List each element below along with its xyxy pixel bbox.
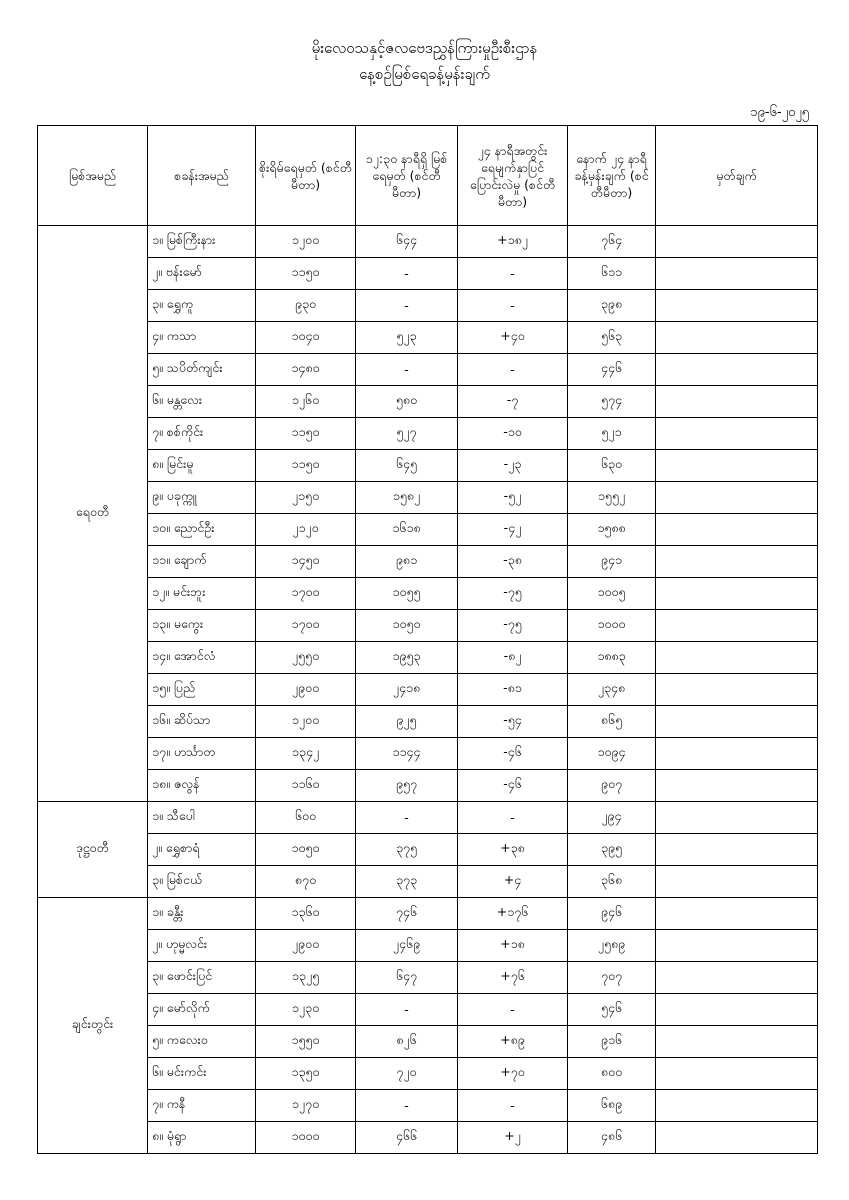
forecast-cell: ၁၅၅၂ [568, 482, 656, 514]
column-header-danger-level: စိုးရိမ်ရေမှတ် (စင်တီမီတာ) [256, 126, 356, 226]
danger-level-cell: ၉၃၀ [256, 290, 356, 322]
current-level-cell: ၄၆၆ [356, 1122, 458, 1154]
remarks-cell [656, 482, 818, 514]
report-date: ၁၉-၆-၂၀၂၅ [750, 105, 809, 120]
current-level-cell: ၅၂၇ [356, 418, 458, 450]
current-level-cell: ၁၀၅၅ [356, 578, 458, 610]
current-level-cell: ၁၀၅၀ [356, 610, 458, 642]
table-row [38, 1090, 818, 1122]
table-row [38, 898, 818, 930]
danger-level-cell: ၁၂၇၀ [256, 1090, 356, 1122]
table-row [38, 546, 818, 578]
danger-level-cell: ၁၁၅၀ [256, 258, 356, 290]
level-change-cell: -၅၄ [458, 706, 568, 738]
danger-level-cell: ၁၇၀၀ [256, 610, 356, 642]
forecast-cell: ၅၇၄ [568, 386, 656, 418]
station-cell: ၃။ ရွှေကူ [148, 290, 256, 322]
level-change-cell: - [458, 994, 568, 1026]
river-name-cell: ချင်းတွင်း [38, 898, 148, 1154]
remarks-cell [656, 962, 818, 994]
level-change-cell: -၇၅ [458, 610, 568, 642]
river-level-table [37, 125, 818, 1154]
table-row [38, 1058, 818, 1090]
forecast-cell: ၉၄၁ [568, 546, 656, 578]
station-cell: ၈။ မုံရွာ [148, 1122, 256, 1154]
table-body [38, 226, 818, 1154]
level-change-cell: -၃၈ [458, 546, 568, 578]
forecast-cell: ၃၆၈ [568, 866, 656, 898]
table-row [38, 834, 818, 866]
current-level-cell: ၆၄၅ [356, 450, 458, 482]
station-cell: ၇။ ကနီ [148, 1090, 256, 1122]
level-change-cell: +၄ [458, 866, 568, 898]
station-cell: ၁၂။ မင်းဘူး [148, 578, 256, 610]
level-change-cell: +၃၈ [458, 834, 568, 866]
station-cell: ၈။ မြင်းမူ [148, 450, 256, 482]
forecast-cell: ၂၉၄ [568, 802, 656, 834]
table-row [38, 290, 818, 322]
remarks-cell [656, 514, 818, 546]
current-level-cell: ၅၂၃ [356, 322, 458, 354]
station-cell: ၁၁။ ချောက် [148, 546, 256, 578]
document-title: မိုးလေဝသနှင့်ဇလဗေဒညွှန်ကြားမှုဦးစီးဌာန [311, 39, 538, 57]
current-level-cell: - [356, 802, 458, 834]
danger-level-cell: ၁၄၅၀ [256, 546, 356, 578]
station-cell: ၁။ ခန္တီး [148, 898, 256, 930]
current-level-cell: ၁၁၄၄ [356, 738, 458, 770]
forecast-cell: ၁၈၈၃ [568, 642, 656, 674]
table-row [38, 930, 818, 962]
level-change-cell: -၄၂ [458, 514, 568, 546]
danger-level-cell: ၁၇၀၀ [256, 578, 356, 610]
remarks-cell [656, 354, 818, 386]
station-cell: ၂။ ရွှေစာရံ [148, 834, 256, 866]
current-level-cell: - [356, 354, 458, 386]
remarks-cell [656, 290, 818, 322]
danger-level-cell: ၁၁၅၀ [256, 418, 356, 450]
column-header-remarks: မှတ်ချက် [656, 126, 818, 226]
table-row [38, 770, 818, 802]
forecast-cell: ၁၀၉၄ [568, 738, 656, 770]
level-change-cell: +၈၉ [458, 1026, 568, 1058]
level-change-cell: -၅၂ [458, 482, 568, 514]
station-cell: ၂။ ဗန်းမော် [148, 258, 256, 290]
danger-level-cell: ၁၃၆၀ [256, 898, 356, 930]
column-header-change: ၂၄ နာရီအတွင်း ရေမျက်နှာပြင် ပြောင်းလဲမှု (စင်တီမီတာ) [458, 126, 568, 226]
level-change-cell: -၂၃ [458, 450, 568, 482]
level-change-cell: - [458, 802, 568, 834]
level-change-cell: -၄၆ [458, 738, 568, 770]
remarks-cell [656, 770, 818, 802]
river-name-cell: ရေဝတီ [38, 226, 148, 802]
remarks-cell [656, 802, 818, 834]
remarks-cell [656, 1090, 818, 1122]
remarks-cell [656, 834, 818, 866]
current-level-cell: ၉၈၁ [356, 546, 458, 578]
station-cell: ၄။ မော်လိုက် [148, 994, 256, 1026]
remarks-cell [656, 642, 818, 674]
forecast-cell: ၁၀၀၅ [568, 578, 656, 610]
current-level-cell: ၁၆၁၈ [356, 514, 458, 546]
forecast-cell: ၁၅၈၈ [568, 514, 656, 546]
station-cell: ၇။ စစ်ကိုင်း [148, 418, 256, 450]
remarks-cell [656, 418, 818, 450]
station-cell: ၁၄။ အောင်လံ [148, 642, 256, 674]
current-level-cell: ၅၈၀ [356, 386, 458, 418]
forecast-cell: ၄၄၆ [568, 354, 656, 386]
table-row [38, 674, 818, 706]
station-cell: ၁၅။ ပြည် [148, 674, 256, 706]
station-cell: ၆။ မန္တလေး [148, 386, 256, 418]
danger-level-cell: ၂၁၂၀ [256, 514, 356, 546]
danger-level-cell: ၁၁၅၀ [256, 450, 356, 482]
table-row [38, 866, 818, 898]
level-change-cell: +၇၀ [458, 1058, 568, 1090]
level-change-cell: +၂ [458, 1122, 568, 1154]
station-cell: ၆။ မင်းကင်း [148, 1058, 256, 1090]
level-change-cell: - [458, 354, 568, 386]
table-row [38, 578, 818, 610]
danger-level-cell: ၈၇၀ [256, 866, 356, 898]
remarks-cell [656, 258, 818, 290]
current-level-cell: ၃၇၃ [356, 866, 458, 898]
current-level-cell: ၃၇၅ [356, 834, 458, 866]
column-header-forecast: နောက် ၂၄ နာရီ ခန့်မှန်းချက် (စင်တီမီတာ) [568, 126, 656, 226]
remarks-cell [656, 930, 818, 962]
forecast-cell: ၁၀၀၀ [568, 610, 656, 642]
table-row [38, 642, 818, 674]
table-row [38, 386, 818, 418]
level-change-cell: - [458, 290, 568, 322]
danger-level-cell: ၁၅၅၀ [256, 1026, 356, 1058]
forecast-cell: ၆၁၁ [568, 258, 656, 290]
danger-level-cell: ၁၂၀၀ [256, 706, 356, 738]
danger-level-cell: ၁၄၈၀ [256, 354, 356, 386]
remarks-cell [656, 578, 818, 610]
forecast-cell: ၉၄၆ [568, 898, 656, 930]
current-level-cell: ၂၄၆၉ [356, 930, 458, 962]
danger-level-cell: ၁၂၀၀ [256, 226, 356, 258]
station-cell: ၁၇။ ဟင်္သာတ [148, 738, 256, 770]
danger-level-cell: ၁၀၄၀ [256, 322, 356, 354]
station-cell: ၃။ ဖောင်းပြင် [148, 962, 256, 994]
remarks-cell [656, 610, 818, 642]
forecast-cell: ၉၀၇ [568, 770, 656, 802]
station-cell: ၄။ ကသာ [148, 322, 256, 354]
table-row [38, 226, 818, 258]
danger-level-cell: ၁၃၂၅ [256, 962, 356, 994]
table-row [38, 514, 818, 546]
remarks-cell [656, 898, 818, 930]
table-row [38, 610, 818, 642]
current-level-cell: - [356, 258, 458, 290]
station-cell: ၁။ မြစ်ကြီးနား [148, 226, 256, 258]
danger-level-cell: ၂၁၅၀ [256, 482, 356, 514]
level-change-cell: +၄၀ [458, 322, 568, 354]
level-change-cell: -၄၆ [458, 770, 568, 802]
danger-level-cell: ၁၀၀၀ [256, 1122, 356, 1154]
table-row [38, 1122, 818, 1154]
level-change-cell: +၁၇၆ [458, 898, 568, 930]
forecast-cell: ၇၆၄ [568, 226, 656, 258]
river-name-cell: ဒုဋ္ဌဝတီ [38, 802, 148, 898]
danger-level-cell: ၁၁၆၀ [256, 770, 356, 802]
table-row [38, 258, 818, 290]
forecast-cell: ၃၉၅ [568, 834, 656, 866]
table-row [38, 450, 818, 482]
current-level-cell: - [356, 994, 458, 1026]
danger-level-cell: ၁၃၅၀ [256, 1058, 356, 1090]
current-level-cell: ၆၄၄ [356, 226, 458, 258]
remarks-cell [656, 674, 818, 706]
current-level-cell: ၉၂၅ [356, 706, 458, 738]
station-cell: ၂။ ဟုမ္မလင်း [148, 930, 256, 962]
station-cell: ၅။ သပိတ်ကျင်း [148, 354, 256, 386]
table-row [38, 322, 818, 354]
station-cell: ၁၃။ မကွေး [148, 610, 256, 642]
danger-level-cell: ၁၃၄၂ [256, 738, 356, 770]
table-row [38, 482, 818, 514]
table-header-row [38, 126, 818, 226]
danger-level-cell: ၁၀၅၀ [256, 834, 356, 866]
level-change-cell: +၁၈၂ [458, 226, 568, 258]
station-cell: ၉။ ပခုက္ကူ [148, 482, 256, 514]
station-cell: ၁၀။ ညောင်ဦး [148, 514, 256, 546]
station-cell: ၅။ ကလေးဝ [148, 1026, 256, 1058]
current-level-cell: ၇၄၆ [356, 898, 458, 930]
forecast-cell: ၄၈၆ [568, 1122, 656, 1154]
danger-level-cell: ၁၂၃၀ [256, 994, 356, 1026]
current-level-cell: ၁၉၅၃ [356, 642, 458, 674]
current-level-cell: ၂၄၁၈ [356, 674, 458, 706]
current-level-cell: ၈၂၆ [356, 1026, 458, 1058]
forecast-cell: ၉၁၆ [568, 1026, 656, 1058]
document-subtitle: နေ့စဉ်မြစ်ရေခန့်မှန်းချက် [359, 65, 490, 83]
table-row [38, 1026, 818, 1058]
danger-level-cell: ၁၂၆၀ [256, 386, 356, 418]
table-row [38, 994, 818, 1026]
forecast-cell: ၂၅၈၉ [568, 930, 656, 962]
danger-level-cell: ၂၉၀၀ [256, 674, 356, 706]
danger-level-cell: ၂၉၀၀ [256, 930, 356, 962]
level-change-cell: - [458, 1090, 568, 1122]
forecast-cell: ၈၀၀ [568, 1058, 656, 1090]
table-row [38, 418, 818, 450]
remarks-cell [656, 322, 818, 354]
table-row [38, 706, 818, 738]
table-row [38, 802, 818, 834]
column-header-river: မြစ်အမည် [38, 126, 148, 226]
remarks-cell [656, 1122, 818, 1154]
danger-level-cell: ၆၀၀ [256, 802, 356, 834]
forecast-cell: ၅၂၁ [568, 418, 656, 450]
level-change-cell: +၇၆ [458, 962, 568, 994]
remarks-cell [656, 226, 818, 258]
remarks-cell [656, 1058, 818, 1090]
forecast-cell: ၇၀၇ [568, 962, 656, 994]
danger-level-cell: ၂၅၅၀ [256, 642, 356, 674]
forecast-cell: ၆၈၉ [568, 1090, 656, 1122]
level-change-cell: -၇ [458, 386, 568, 418]
column-header-current-level: ၁၂:၃၀ နာရီရှိ မြစ်ရေမှတ် (စင်တီမီတာ) [356, 126, 458, 226]
current-level-cell: ၁၅၈၂ [356, 482, 458, 514]
current-level-cell: ၆၄၇ [356, 962, 458, 994]
current-level-cell: ၇၂၀ [356, 1058, 458, 1090]
level-change-cell: -၈၂ [458, 642, 568, 674]
remarks-cell [656, 450, 818, 482]
station-cell: ၁၈။ ဇလွန် [148, 770, 256, 802]
current-level-cell: ၉၅၇ [356, 770, 458, 802]
station-cell: ၁။ သီပေါ [148, 802, 256, 834]
level-change-cell: -၈၁ [458, 674, 568, 706]
remarks-cell [656, 1026, 818, 1058]
forecast-cell: ၅၆၃ [568, 322, 656, 354]
table-row [38, 962, 818, 994]
remarks-cell [656, 386, 818, 418]
current-level-cell: - [356, 1090, 458, 1122]
table-row [38, 354, 818, 386]
table-row [38, 738, 818, 770]
forecast-cell: ၂၃၄၈ [568, 674, 656, 706]
level-change-cell: -၁၀ [458, 418, 568, 450]
remarks-cell [656, 994, 818, 1026]
remarks-cell [656, 738, 818, 770]
remarks-cell [656, 706, 818, 738]
remarks-cell [656, 866, 818, 898]
forecast-cell: ၆၃၀ [568, 450, 656, 482]
station-cell: ၁၆။ ဆိပ်သာ [148, 706, 256, 738]
column-header-station: စခန်းအမည် [148, 126, 256, 226]
forecast-cell: ၃၉၈ [568, 290, 656, 322]
level-change-cell: +၁၈ [458, 930, 568, 962]
level-change-cell: - [458, 258, 568, 290]
station-cell: ၃။ မြစ်ငယ် [148, 866, 256, 898]
level-change-cell: -၇၅ [458, 578, 568, 610]
remarks-cell [656, 546, 818, 578]
forecast-cell: ၅၄၆ [568, 994, 656, 1026]
current-level-cell: - [356, 290, 458, 322]
forecast-cell: ၈၆၅ [568, 706, 656, 738]
